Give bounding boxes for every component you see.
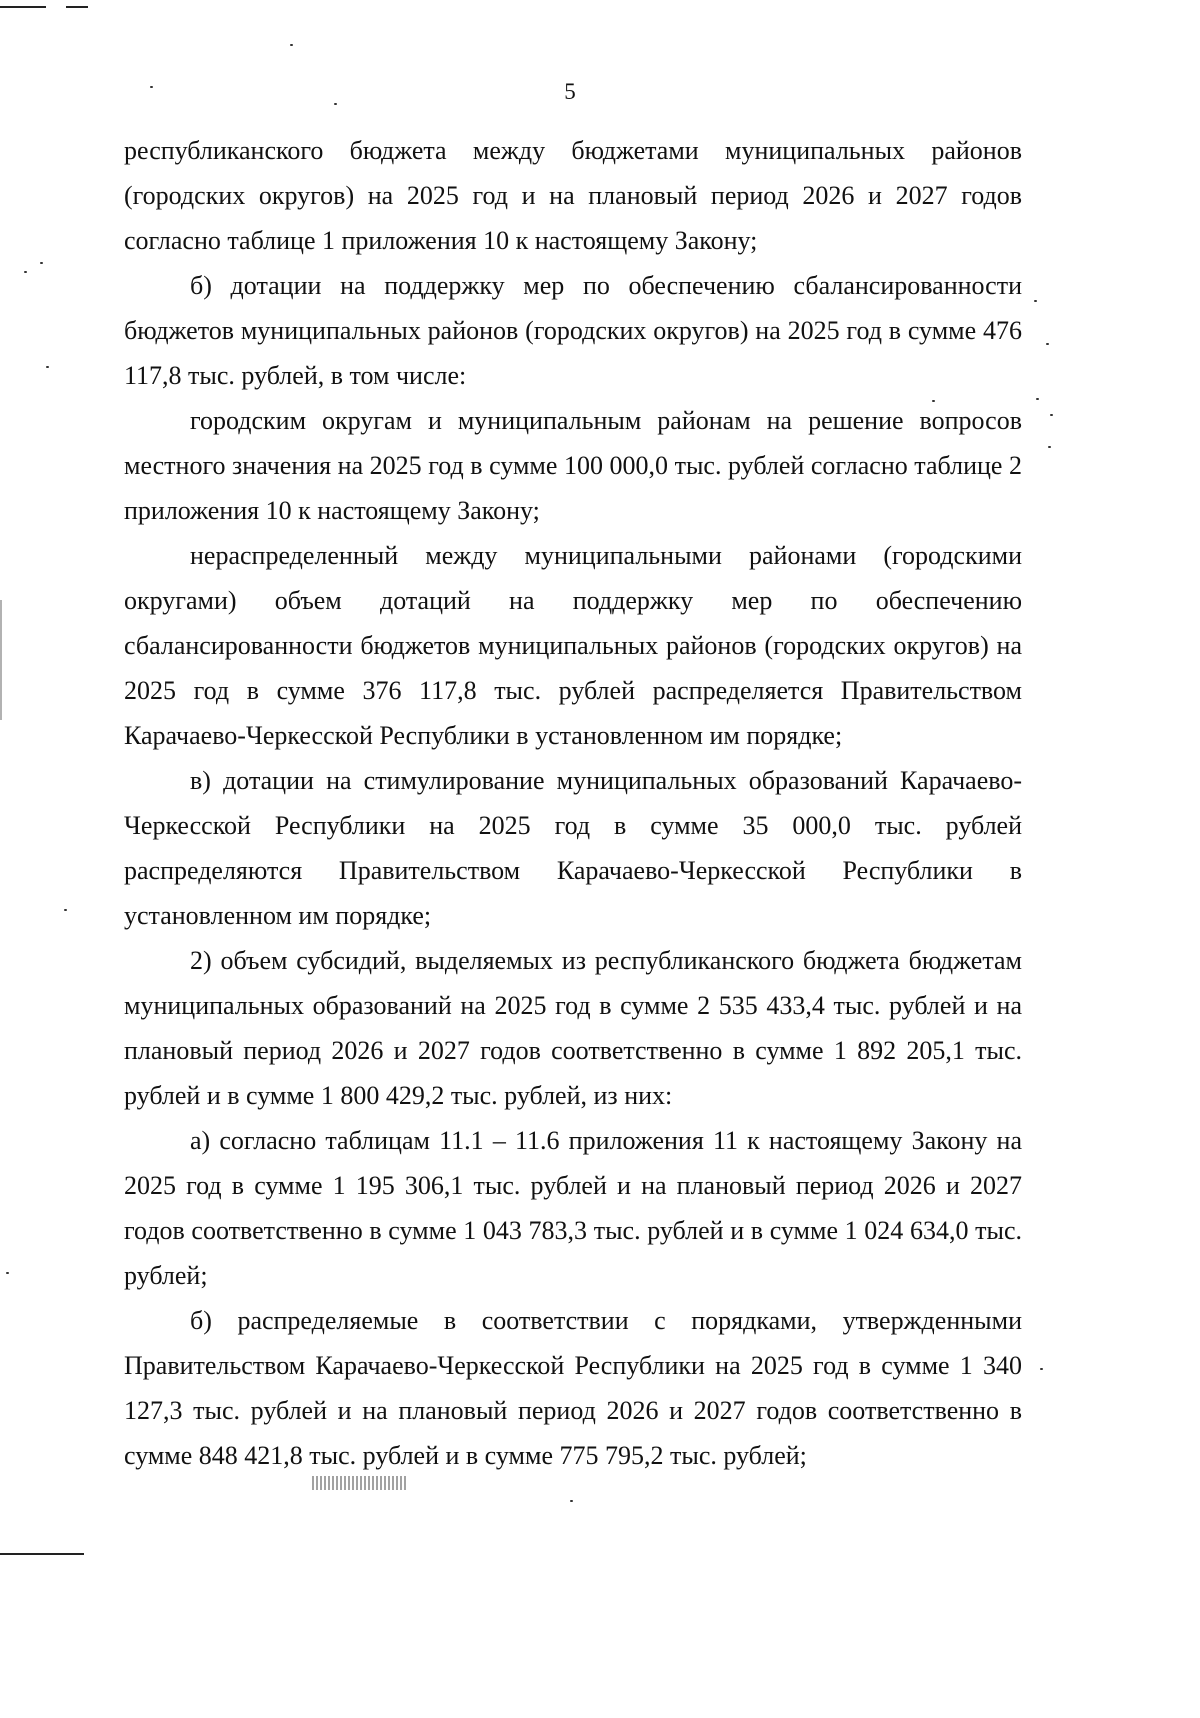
scan-speck: [1034, 300, 1037, 302]
scan-speck: [1036, 398, 1039, 400]
page-number: 5: [564, 79, 576, 104]
scan-speck: [1050, 414, 1053, 416]
scan-smudge: [312, 1476, 408, 1490]
scan-speck: [6, 1272, 9, 1274]
paragraph: городским округам и муниципальным районам на решение вопросов местного значения на 2025 год в сумме 100 000,0 тыс. рублей согласно таблице 2 приложения 10 к настоящему Закону;: [124, 406, 1022, 525]
document-body: [124, 128, 1022, 1478]
paragraph: в) дотации на стимулирование муниципальных образований Карачаево-Черкесской Республики на 2025 год в сумме 35 000,0 тыс. рублей распределяются Правительством Карачаево-Черкесской Республики в установленном им порядке;: [124, 766, 1022, 930]
scan-speck: [64, 909, 67, 911]
scan-speck: [290, 44, 293, 46]
paragraph: 2) объем субсидий, выделяемых из республиканского бюджета бюджетам муниципальных образований на 2025 год в сумме 2 535 433,4 тыс. рублей и на плановый период 2026 и 2027 годов соответственно в сумме 1 892 205,1 тыс. рублей и в сумме 1 800 429,2 тыс. рублей, из них:: [124, 946, 1022, 1110]
paragraph: б) распределяемые в соответствии с порядками, утвержденными Правительством Карачаево-Черкесской Республики на 2025 год в сумме 1 340 127,3 тыс. рублей и на плановый период 2026 и 2027 годов соответственно в сумме 848 421,8 тыс. рублей и в сумме 775 795,2 тыс. рублей;: [124, 1306, 1022, 1470]
scan-edge-mark-left: [0, 600, 2, 720]
paragraph: б) дотации на поддержку мер по обеспечению сбалансированности бюджетов муниципальных районов (городских округов) на 2025 год в сумме 476 117,8 тыс. рублей, в том числе:: [124, 271, 1022, 390]
scan-speck: [46, 366, 49, 368]
scan-edge-mark-bottom: [0, 1553, 84, 1555]
paragraph: республиканского бюджета между бюджетами муниципальных районов (городских округов) на 2025 год и на плановый период 2026 и 2027 годов согласно таблице 1 приложения 10 к настоящему Закону;: [124, 136, 1022, 255]
scan-edge-mark-top: [0, 6, 46, 8]
scan-speck: [24, 271, 27, 273]
scan-edge-mark-top-right: [66, 6, 88, 8]
scan-speck: [1046, 343, 1049, 345]
scan-speck: [40, 262, 43, 264]
scan-speck: [1048, 446, 1051, 448]
paragraph: а) согласно таблицам 11.1 – 11.6 приложения 11 к настоящему Закону на 2025 год в сумме 1 195 306,1 тыс. рублей и на плановый период 2026 и 2027 годов соответственно в сумме 1 043 783,3 тыс. рублей и в сумме 1 024 634,0 тыс. рублей;: [124, 1126, 1022, 1290]
paragraph: нераспределенный между муниципальными районами (городскими округами) объем дотаций на поддержку мер по обеспечению сбалансированности бюджетов муниципальных районов (городских округов) на 2025 год в сумме 376 117,8 тыс. рублей распределяется Правительством Карачаево-Черкесской Республики в установленном им порядке;: [124, 541, 1022, 750]
scan-speck: [1040, 1368, 1043, 1370]
scan-speck: [570, 1500, 573, 1502]
